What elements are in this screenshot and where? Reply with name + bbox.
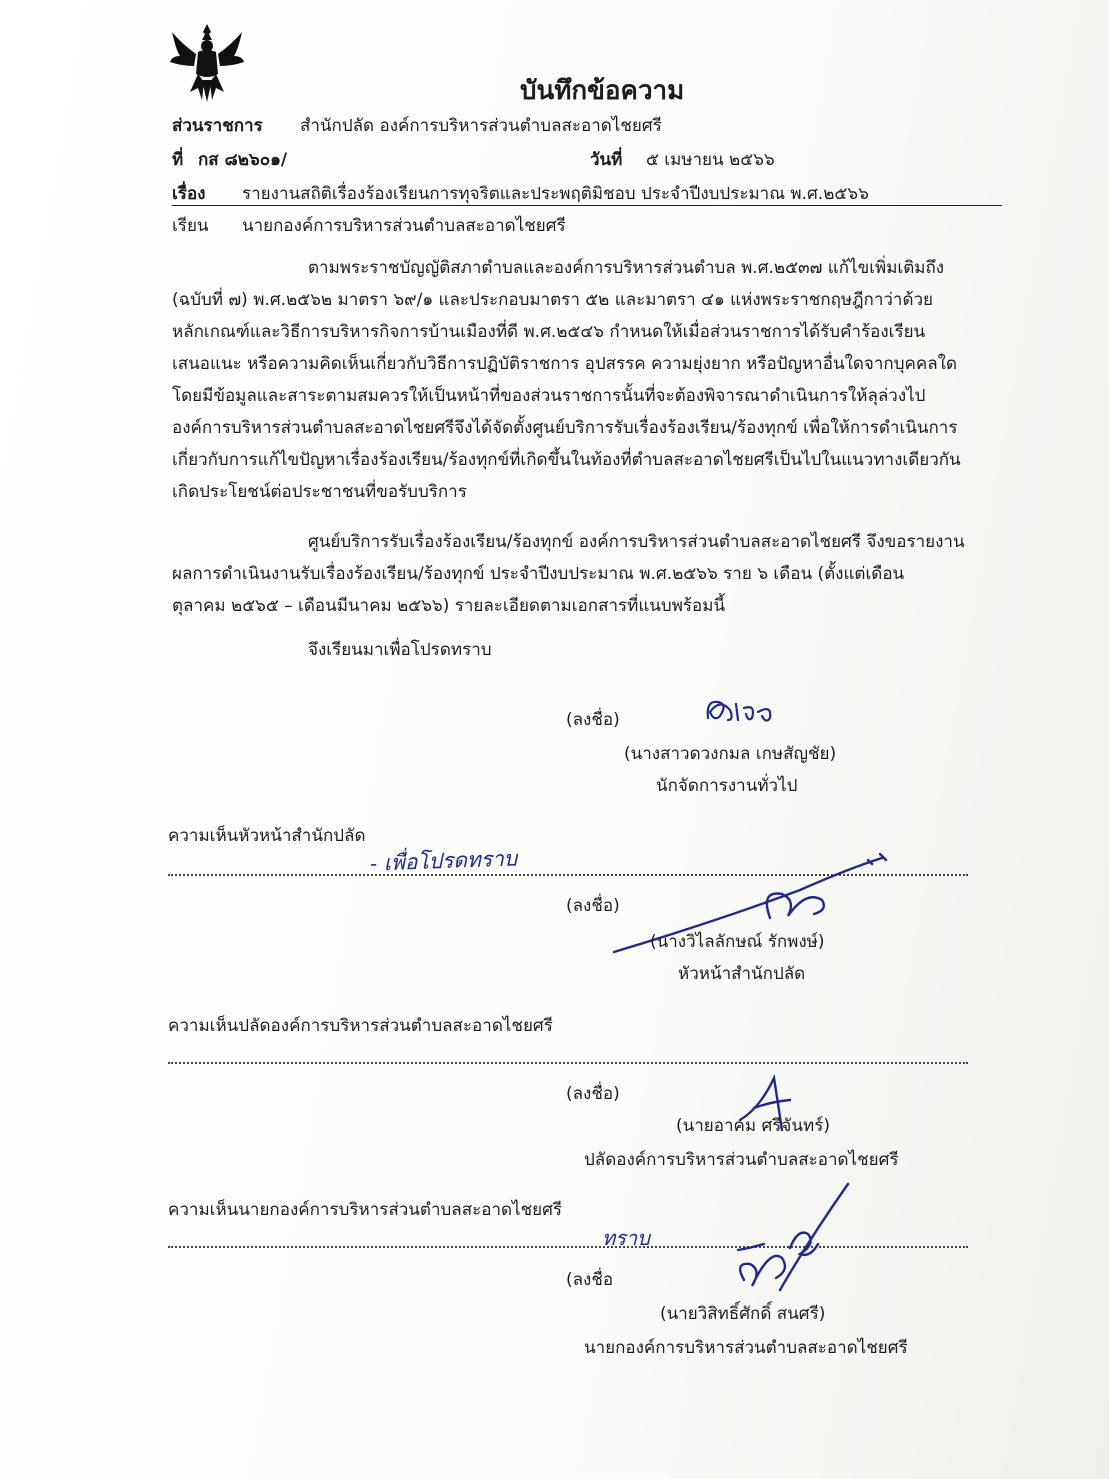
mayor-name: (นายวิสิทธิ์ศักดิ์ สนศรี) xyxy=(660,1304,826,1324)
para1-line: เสนอแนะ หรือความคิดเห็นเกี่ยวกับวิธีการปฏิบัติราชการ อุปสรรค ความยุ่งยาก หรือปัญหาอื่นใดจากบุคคลใด xyxy=(172,354,957,374)
author-sign-label: (ลงชื่อ) xyxy=(566,710,620,730)
mayor-signature-icon xyxy=(720,1178,860,1308)
para1-line: ตามพระราชบัญญัติสภาตำบลและองค์การบริหารส่วนตำบล พ.ศ.๒๕๓๗ แก้ไขเพิ่มเติมถึง xyxy=(308,258,945,278)
author-name: (นางสาวดวงกมล เกษสัญชัย) xyxy=(624,744,837,764)
para1-line: เกิดประโยชน์ต่อประชาชนที่ขอรับบริการ xyxy=(172,482,467,502)
clerk-name: (นายอาคม ศรีจันทร์) xyxy=(676,1116,830,1136)
mayor-position: นายกองค์การบริหารส่วนตำบลสะอาดไชยศรี xyxy=(584,1338,908,1358)
memo-title: บันทึกข้อความ xyxy=(520,76,685,106)
chief-position: หัวหน้าสำนักปลัด xyxy=(678,964,806,984)
chief-name: (นางวิไลลักษณ์ รักพงษ์) xyxy=(650,932,825,952)
clerk-position: ปลัดองค์การบริหารส่วนตำบลสะอาดไชยศรี xyxy=(584,1150,899,1170)
para1-line: หลักเกณฑ์และวิธีการบริหารกิจการบ้านเมืองที่ดี พ.ศ.๒๕๔๖ กำหนดให้เมื่อส่วนราชการได้รับคำร้องเรียน xyxy=(172,322,926,342)
header-divider xyxy=(172,205,1002,206)
author-position: นักจัดการงานทั่วไป xyxy=(656,776,798,796)
author-signature-icon xyxy=(700,690,810,730)
para1-line: เกี่ยวกับการแก้ไขปัญหาเรื่องร้องเรียน/ร้องทุกข์ที่เกิดขึ้นในท้องที่ตำบลสะอาดไชยศรีเป็นไปในแนวทางเดียวกัน xyxy=(172,450,961,470)
para1-line: โดยมีข้อมูลและสาระตามสมควรให้เป็นหน้าที่ของส่วนราชการนั้นที่จะต้องพิจารณาดำเนินการให้ลุล่วงไป xyxy=(172,386,926,406)
para1-line: (ฉบับที่ ๗) พ.ศ.๒๕๖๒ มาตรา ๖๙/๑ และประกอบมาตรา ๕๒ และมาตรา ๔๑ แห่งพระราชกฤษฎีกาว่าด้วย xyxy=(172,290,934,310)
garuda-emblem-icon xyxy=(168,22,246,104)
to-value: นายกองค์การบริหารส่วนตำบลสะอาดไชยศรี xyxy=(242,216,566,236)
chief-comment-label: ความเห็นหัวหน้าสำนักปลัด xyxy=(168,826,366,846)
chief-comment-handwriting: - เพื่อโปรดทราบ xyxy=(369,846,518,876)
para2-line: ศูนย์บริการรับเรื่องร้องเรียน/ร้องทุกข์ องค์การบริหารส่วนตำบลสะอาดไชยศรี จึงขอรายงาน xyxy=(308,532,965,552)
clerk-comment-line xyxy=(168,1062,968,1064)
closing-line: จึงเรียนมาเพื่อโปรดทราบ xyxy=(308,640,492,660)
chief-sign-label: (ลงชื่อ) xyxy=(566,896,620,916)
mayor-sign-label: (ลงชื่อ xyxy=(566,1270,614,1290)
to-label: เรียน xyxy=(172,216,209,236)
para1-line: องค์การบริหารส่วนตำบลสะอาดไชยศรีจึงได้จัดตั้งศูนย์บริการรับเรื่องร้องเรียน/ร้องทุกข์ เพื่อให้การดำเนินการ xyxy=(172,418,958,438)
clerk-sign-label: (ลงชื่อ) xyxy=(566,1084,620,1104)
mayor-comment-label: ความเห็นนายกองค์การบริหารส่วนตำบลสะอาดไชยศรี xyxy=(168,1200,562,1220)
agency-value: สำนักปลัด องค์การบริหารส่วนตำบลสะอาดไชยศรี xyxy=(300,116,662,136)
para2-line: ตุลาคม ๒๕๖๕ – เดือนมีนาคม ๒๕๖๖) รายละเอียดตามเอกสารที่แนบพร้อมนี้ xyxy=(172,596,726,616)
subject-value: รายงานสถิติเรื่องร้องเรียนการทุจริตและประพฤติมิชอบ ประจำปีงบประมาณ พ.ศ.๒๕๖๖ xyxy=(242,184,869,204)
ref-label: ที่ xyxy=(172,150,184,170)
date-value: ๕ เมษายน ๒๕๖๖ xyxy=(646,150,775,170)
ref-value: กส ๘๒๖๐๑/ xyxy=(198,150,288,170)
body-paragraph-2 xyxy=(172,526,1004,622)
mayor-comment-handwriting: ทราบ xyxy=(602,1226,650,1250)
para2-line: ผลการดำเนินงานรับเรื่องร้องเรียน/ร้องทุกข์ ประจำปีงบประมาณ พ.ศ.๒๕๖๖ ราย ๖ เดือน (ตั้งแต่เดือน xyxy=(172,564,905,584)
agency-label: ส่วนราชการ xyxy=(172,116,263,136)
body-paragraph-1 xyxy=(172,252,1004,508)
date-label: วันที่ xyxy=(590,150,623,170)
clerk-comment-label: ความเห็นปลัดองค์การบริหารส่วนตำบลสะอาดไชยศรี xyxy=(168,1016,553,1036)
subject-label: เรื่อง xyxy=(172,184,206,204)
